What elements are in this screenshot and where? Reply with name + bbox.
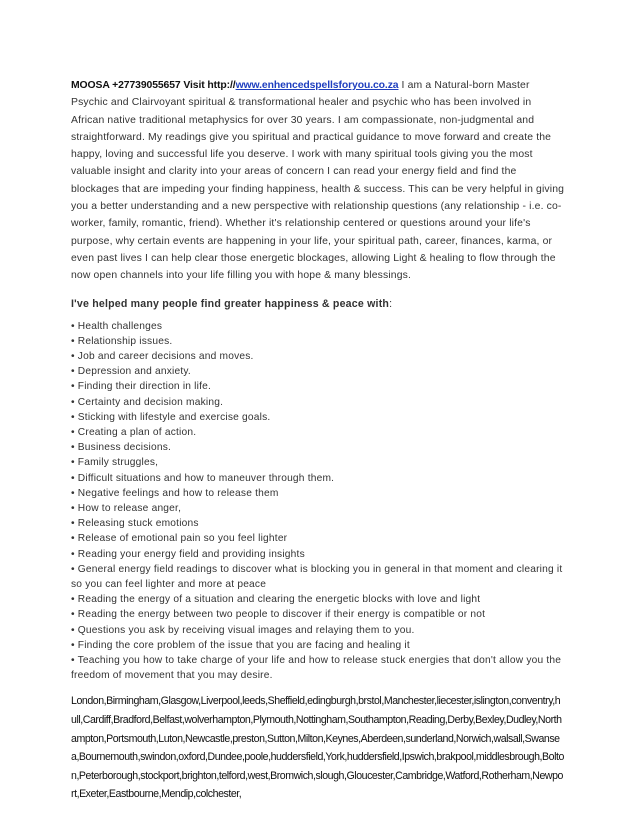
cities-paragraph: London,Birmingham,Glasgow,Liverpool,leeds,Sheffield,edingburgh,brstol,Manchester,liecester,islington,conventry,hull,Cardiff,Bradford,Belfast,wolverhampton,Plymouth,Nottingham,Southampton,Reading,Derby,Bexley,Dudley,Northampton,Portsmouth,Luton,Newcastle,preston,Sutton,Milton,Keynes,Aberdeen,sunderland,Norwich,walsall,Swansea,Bournemouth,swindon,oxford,Dundee,poole,huddersfield,York,huddersfield,Ipswich,brakpool,middlesbrough,Bolton,Peterborough,stockport,brighton,telford,west,Bromwich,slough,Gloucester,Cambridge,Watford,Rotherham,Newport,Exeter,Eastbourne,Mendip,colchester,: [71, 695, 564, 801]
services-heading: [71, 298, 565, 310]
list-item: • Difficult situations and how to maneuver through them.: [71, 472, 335, 484]
list-item: • Finding the core problem of the issue that you are facing and healing it: [71, 639, 410, 651]
contact-lead: MOOSA +27739055657 Visit http://: [71, 80, 236, 91]
list-item: • Reading your energy field and providing insights: [71, 548, 305, 560]
list-item: • Negative feelings and how to release them: [71, 487, 279, 499]
services-list: [71, 319, 565, 684]
list-item: • Creating a plan of action.: [71, 426, 197, 438]
list-item: • Family struggles,: [71, 457, 159, 469]
list-item: • How to release anger,: [71, 503, 182, 514]
list-item: • Teaching you how to take charge of your life and how to release stuck energies that don't allow you the freedom of movement that you may desire.: [71, 655, 562, 682]
list-item: • Sticking with lifestyle and exercise goals.: [71, 411, 271, 423]
website-link[interactable]: www.enhencedspellsforyou.co.za: [235, 80, 399, 91]
list-item: • Finding their direction in life.: [71, 381, 212, 393]
list-item: • Relationship issues.: [71, 335, 173, 347]
intro-paragraph: [71, 77, 565, 285]
list-item: • Depression and anxiety.: [71, 366, 191, 378]
services-heading-colon: :: [389, 297, 393, 310]
list-item: • Business decisions.: [71, 442, 172, 454]
list-item: • Job and career decisions and moves.: [71, 350, 254, 362]
list-item: • Releasing stuck emotions: [71, 518, 199, 530]
list-item: • Questions you ask by receiving visual images and relaying them to you.: [71, 624, 415, 636]
list-item: • Reading the energy of a situation and clearing the energetic blocks with love and light: [71, 594, 481, 606]
list-item: • Release of emotional pain so you feel lighter: [71, 533, 288, 545]
list-item: • Certainty and decision making.: [71, 396, 224, 408]
services-heading-text: I've helped many people find greater happiness & peace with: [71, 297, 390, 310]
document-body: [71, 77, 565, 804]
intro-text: I am a Natural-born Master Psychic and Clairvoyant spiritual & transformational healer and psychic who has been involved in African native traditional metaphysics for over 30 years. I am compassionate, non-judgmental and straightforward. My readings give you spiritual and practical guidance to move forward and create the happy, loving and successful life you deserve. I work with many spiritual tools giving you the most valuable insight and clarity into your areas of concern I can read your energy field and find the blockages that are impeding your finding happiness, health & success. This can be very helpful in giving you a better understanding and a new perspective with relationship questions (any relationship - i.e. co-worker, family, romantic, friend). Whether it's relationship centered or questions around your life's purpose, why certain events are happening in your life, your spiritual path, career, finances, karma, or even past lives I can help clear those energetic blockages, allowing Light & healing to flow through the now open channels into your life filling you with hope & many blessings.: [71, 80, 565, 282]
list-item: • Health challenges: [71, 320, 163, 332]
list-item: • Reading the energy between two people to discover if their energy is compatible or not: [71, 609, 486, 621]
list-item: • General energy field readings to discover what is blocking you in general in that moment and clearing it so you can feel lighter and more at peace: [71, 563, 563, 591]
